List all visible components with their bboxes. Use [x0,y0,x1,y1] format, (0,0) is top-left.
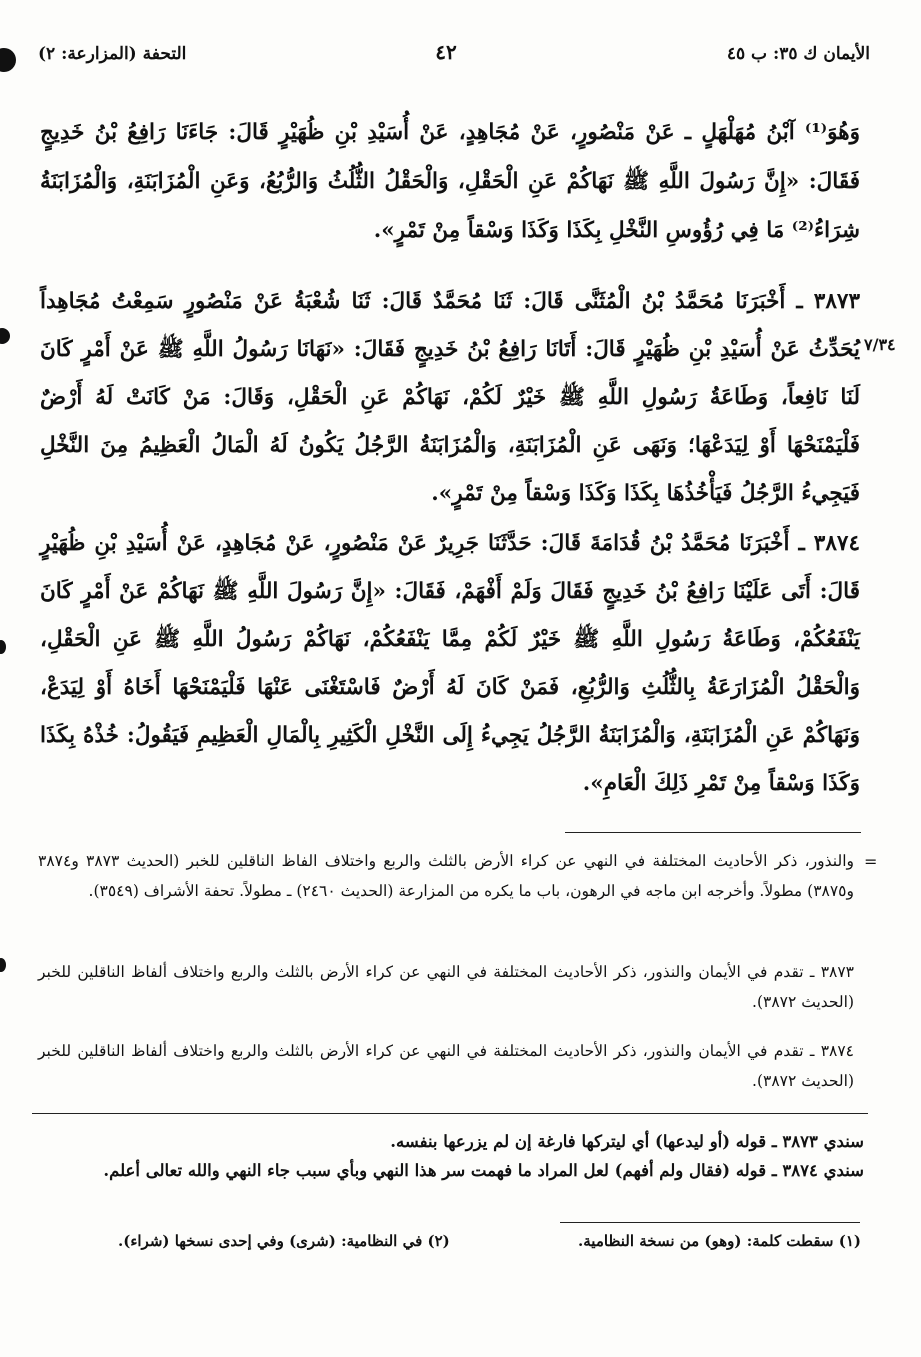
page-header [22,38,870,78]
takhrij-note-3874: ٣٨٧٤ ـ تقدم في الأيمان والنذور، ذكر الأحاديث المختلفة في النهي عن كراء الأرض بالثلث والربع واختلاف ألفاظ الناقلين للخبر (الحديث ٣٨٧٢). [38,1042,854,1090]
divider-footnotes [560,1222,860,1223]
page-number: ٤٢ [435,40,457,64]
sindi-note-3873: سندي ٣٨٧٣ ـ قوله (أو ليدعها) أي ليتركها فارغة إن لم يزرعها بنفسه. [390,1132,864,1151]
scan-mark-top [0,48,16,72]
scan-mark-mid [0,328,10,344]
footnote-2: (٢) في النظامية: (شرى) وفي إحدى نسخها (شراء). [118,1232,450,1250]
continuation-mark: = [864,852,878,871]
takhrij-note-continuation: والنذور، ذكر الأحاديث المختلفة في النهي عن كراء الأرض بالثلث والربع واختلاف الفاظ الناقلين للخبر (الحديث ٣٨٧٣ و٣٨٧٤ و٣٨٧٥) مطولاً. وأخرجه ابن ماجه في الرهون، باب ما يكره من المزارعة (الحديث ٢٤٦٠) ـ مطولاً. تحفة الأشراف (٣٥٤٩). [38,852,854,900]
sindi-note-3874: سندي ٣٨٧٤ ـ قوله (فقال ولم أفهم) لعل المراد ما فهمت سر هذا النهي وبأي سبب جاء النهي والله تعالى أعلم. [103,1161,864,1180]
footnote-1: (١) سقطت كلمة: (وهو) من نسخة النظامية. [578,1232,861,1250]
scan-mark-bottom [0,958,6,972]
divider-notes [565,832,861,833]
header-chapter-ref: الأيمان ك ٣٥: ب ٤٥ [726,44,870,64]
hadith-3874: ٣٨٧٤ ـ أَخْبَرَنَا مُحَمَّدُ بْنُ قُدَامَةَ قَالَ: حَدَّثَنَا جَرِيرٌ عَنْ مَنْصُورٍ، عَنْ مُجَاهِدٍ، عَنْ أُسَيْدِ بْنِ ظُهَيْرٍ قَالَ: أَتَى عَلَيْنَا رَافِعُ بْنُ خَدِيجٍ فَقَالَ وَلَمْ أَفْهَمْ، فَقَالَ: «إِنَّ رَسُولَ اللَّهِ ﷺ نَهَاكُمْ عَنْ أَمْرٍ كَانَ يَنْفَعُكُمْ، وَطَاعَةُ رَسُولِ اللَّهِ ﷺ خَيْرٌ لَكُمْ مِمَّا يَنْفَعُكُمْ، نَهَاكُمْ رَسُولُ اللَّهِ ﷺ عَنِ الْحَقْلِ، وَالْحَقْلُ الْمُزَارَعَةُ بِالثُّلُثِ وَالرُّبُعِ، فَمَنْ كَانَ لَهُ أَرْضٌ فَاسْتَغْنَى عَنْهَا فَلْيَمْنَحْهَا أَخَاهُ أَوْ لِيَدَعْ، وَنَهَاكُمْ عَنِ الْمُزَابَنَةِ، وَالْمُزَابَنَةُ الرَّجُلُ يَجِيءُ إِلَى النَّخْلِ الْكَثِيرِ بِالْمَالِ الْعَظِيمِ فَيَقُولُ: خُذْهُ بِكَذَا وَكَذَا وَسْقاً مِنْ تَمْرِ ذَلِكَ الْعَامِ». [40,531,860,796]
takhrij-note-3873: ٣٨٧٣ ـ تقدم في الأيمان والنذور، ذكر الأحاديث المختلفة في النهي عن كراء الأرض بالثلث والربع واختلاف ألفاظ الناقلين للخبر (الحديث ٣٨٧٢). [38,963,854,1011]
hadith-continuation: وَهُوَ⁽¹⁾ آبْنُ مُهَلْهَلٍ ـ عَنْ مَنْصُورٍ، عَنْ مُجَاهِدٍ، عَنْ أُسَيْدِ بْنِ ظُهَيْرٍ قَالَ: جَاءَنَا رَافِعُ بْنُ خَدِيجٍ فَقَالَ: «إِنَّ رَسُولَ اللَّهِ ﷺ نَهَاكُمْ عَنِ الْحَقْلِ، وَالْحَقْلُ الثُّلُثُ وَالرُّبُعُ، وَعَنِ الْمُزَابَنَةِ، وَالْمُزَابَنَةُ شِرَاءُ⁽²⁾ مَا فِي رُؤُوسِ النَّخْلِ بِكَذَا وَكَذَا وَسْقاً مِنْ تَمْرٍ». [40,120,860,243]
hadith-3873: ٣٨٧٣ ـ أَخْبَرَنَا مُحَمَّدُ بْنُ الْمُثَنَّى قَالَ: ثَنَا مُحَمَّدٌ قَالَ: ثَنَا شُعْبَةُ عَنْ مَنْصُورٍ سَمِعْتُ مُجَاهِداً يُحَدِّثُ عَنْ أُسَيْدِ بْنِ ظُهَيْرٍ قَالَ: أَتَانَا رَافِعُ بْنُ خَدِيجٍ فَقَالَ: «نَهَانَا رَسُولُ اللَّهِ ﷺ عَنْ أَمْرٍ كَانَ لَنَا نَافِعاً، وَطَاعَةُ رَسُولِ اللَّهِ ﷺ خَيْرٌ لَكُمْ، نَهَاكُمْ عَنِ الْحَقْلِ، وَقَالَ: مَنْ كَانَتْ لَهُ أَرْضٌ فَلْيَمْنَحْهَا أَوْ لِيَدَعْهَا؛ وَنَهَى عَنِ الْمُزَابَنَةِ، وَالْمُزَابَنَةُ الرَّجُلُ يَكُونُ لَهُ الْمَالُ الْعَظِيمُ مِنَ النَّخْلِ فَيَجِيءُ الرَّجُلُ فَيَأْخُذُهَا بِكَذَا وَكَذَا وَسْقاً مِنْ تَمْرٍ». [40,289,860,506]
divider-sindi [32,1113,868,1114]
scan-mark-low [0,640,6,654]
margin-volume-ref: ٧/٣٤ [864,335,896,354]
header-tuhfa-ref: التحفة (المزارعة: ٢) [38,44,187,64]
